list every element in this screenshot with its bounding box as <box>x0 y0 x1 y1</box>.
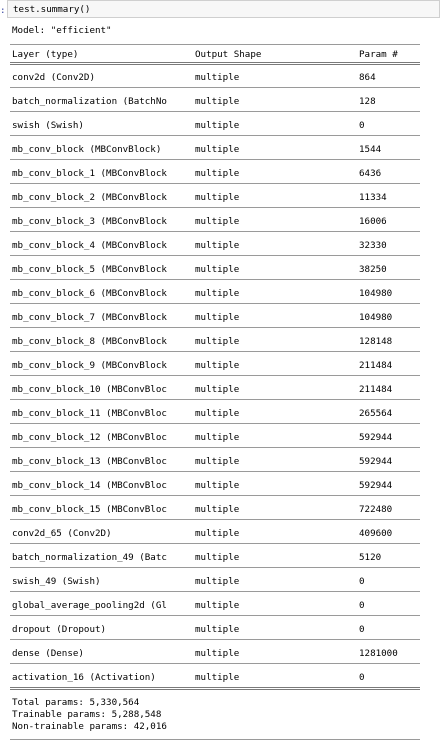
layer-name: mb_conv_block_6 (MBConvBlock <box>12 288 167 299</box>
layer-param-count: 11334 <box>359 192 387 203</box>
row-divider <box>10 519 420 520</box>
layer-output-shape: multiple <box>195 648 240 659</box>
row-divider <box>10 111 420 112</box>
layer-output-shape: multiple <box>195 144 240 155</box>
model-name-line: Model: "efficient" <box>12 25 112 36</box>
layer-name: dense (Dense) <box>12 648 84 659</box>
layer-output-shape: multiple <box>195 96 240 107</box>
layer-output-shape: multiple <box>195 504 240 515</box>
layer-param-count: 722480 <box>359 504 393 515</box>
layer-name: mb_conv_block_1 (MBConvBlock <box>12 168 167 179</box>
layer-name: batch_normalization (BatchNo <box>12 96 167 107</box>
layer-param-count: 592944 <box>359 480 393 491</box>
row-divider <box>10 207 420 208</box>
header-layer: Layer (type) <box>12 49 79 60</box>
row-divider <box>10 495 420 496</box>
layer-output-shape: multiple <box>195 192 240 203</box>
layer-name: mb_conv_block_10 (MBConvBloc <box>12 384 167 395</box>
summary-divider <box>10 687 420 690</box>
row-divider <box>10 567 420 568</box>
row-divider <box>10 663 420 664</box>
layer-param-count: 0 <box>359 120 365 131</box>
row-divider <box>10 135 420 136</box>
row-divider <box>10 471 420 472</box>
layer-name: mb_conv_block_7 (MBConvBlock <box>12 312 167 323</box>
layer-name: mb_conv_block_8 (MBConvBlock <box>12 336 167 347</box>
layer-name: swish (Swish) <box>12 120 84 131</box>
layer-param-count: 864 <box>359 72 376 83</box>
summary-output <box>0 20 440 746</box>
layer-param-count: 211484 <box>359 384 393 395</box>
layer-output-shape: multiple <box>195 528 240 539</box>
layer-param-count: 128148 <box>359 336 393 347</box>
layer-name: mb_conv_block_5 (MBConvBlock <box>12 264 167 275</box>
layer-name: mb_conv_block_14 (MBConvBloc <box>12 480 167 491</box>
layer-output-shape: multiple <box>195 456 240 467</box>
layer-param-count: 104980 <box>359 312 393 323</box>
layer-param-count: 0 <box>359 576 365 587</box>
layer-output-shape: multiple <box>195 336 240 347</box>
layer-output-shape: multiple <box>195 480 240 491</box>
layer-output-shape: multiple <box>195 168 240 179</box>
layer-param-count: 128 <box>359 96 376 107</box>
layer-output-shape: multiple <box>195 384 240 395</box>
row-divider <box>10 327 420 328</box>
layer-param-count: 265564 <box>359 408 393 419</box>
layer-output-shape: multiple <box>195 240 240 251</box>
layer-output-shape: multiple <box>195 432 240 443</box>
cell-code[interactable]: test.summary() <box>13 4 91 15</box>
layer-name: mb_conv_block_15 (MBConvBloc <box>12 504 167 515</box>
row-divider <box>10 615 420 616</box>
layer-name: mb_conv_block_4 (MBConvBlock <box>12 240 167 251</box>
row-divider <box>10 87 420 88</box>
cell-prompt: : <box>0 5 6 16</box>
code-cell[interactable] <box>7 0 440 18</box>
row-divider <box>10 279 420 280</box>
layer-output-shape: multiple <box>195 600 240 611</box>
layer-param-count: 211484 <box>359 360 393 371</box>
layer-param-count: 409600 <box>359 528 393 539</box>
layer-param-count: 0 <box>359 624 365 635</box>
total-params: Total params: 5,330,564 <box>12 697 140 708</box>
trainable-params: Trainable params: 5,288,548 <box>12 709 162 720</box>
layer-output-shape: multiple <box>195 72 240 83</box>
layer-name: activation_16 (Activation) <box>12 672 156 683</box>
layer-output-shape: multiple <box>195 360 240 371</box>
non-trainable-params: Non-trainable params: 42,016 <box>12 721 167 732</box>
layer-name: global_average_pooling2d (Gl <box>12 600 167 611</box>
layer-param-count: 0 <box>359 672 365 683</box>
top-divider <box>10 44 420 45</box>
layer-name: mb_conv_block_3 (MBConvBlock <box>12 216 167 227</box>
layer-output-shape: multiple <box>195 264 240 275</box>
layer-output-shape: multiple <box>195 216 240 227</box>
row-divider <box>10 351 420 352</box>
layer-param-count: 592944 <box>359 456 393 467</box>
layer-output-shape: multiple <box>195 408 240 419</box>
layer-name: dropout (Dropout) <box>12 624 107 635</box>
layer-name: conv2d_65 (Conv2D) <box>12 528 112 539</box>
layer-param-count: 1281000 <box>359 648 398 659</box>
layer-output-shape: multiple <box>195 672 240 683</box>
layer-param-count: 592944 <box>359 432 393 443</box>
row-divider <box>10 447 420 448</box>
layer-name: swish_49 (Swish) <box>12 576 101 587</box>
layer-output-shape: multiple <box>195 552 240 563</box>
layer-param-count: 1544 <box>359 144 382 155</box>
row-divider <box>10 183 420 184</box>
layer-output-shape: multiple <box>195 288 240 299</box>
row-divider <box>10 543 420 544</box>
row-divider <box>10 399 420 400</box>
layer-name: mb_conv_block_9 (MBConvBlock <box>12 360 167 371</box>
header-divider <box>10 62 420 65</box>
layer-param-count: 6436 <box>359 168 382 179</box>
row-divider <box>10 375 420 376</box>
header-param-count: Param # <box>359 49 398 60</box>
layer-name: mb_conv_block_12 (MBConvBloc <box>12 432 167 443</box>
layer-param-count: 32330 <box>359 240 387 251</box>
layer-output-shape: multiple <box>195 624 240 635</box>
layer-param-count: 104980 <box>359 288 393 299</box>
row-divider <box>10 423 420 424</box>
row-divider <box>10 591 420 592</box>
row-divider <box>10 231 420 232</box>
layer-name: mb_conv_block_11 (MBConvBloc <box>12 408 167 419</box>
row-divider <box>10 255 420 256</box>
layer-name: mb_conv_block_13 (MBConvBloc <box>12 456 167 467</box>
layer-name: mb_conv_block_2 (MBConvBlock <box>12 192 167 203</box>
layer-name: conv2d (Conv2D) <box>12 72 95 83</box>
row-divider <box>10 303 420 304</box>
row-divider <box>10 639 420 640</box>
layer-param-count: 0 <box>359 600 365 611</box>
bottom-divider <box>10 739 420 740</box>
layer-output-shape: multiple <box>195 120 240 131</box>
layer-name: mb_conv_block (MBConvBlock) <box>12 144 162 155</box>
layer-output-shape: multiple <box>195 312 240 323</box>
row-divider <box>10 159 420 160</box>
layer-param-count: 38250 <box>359 264 387 275</box>
layer-param-count: 5120 <box>359 552 382 563</box>
header-output-shape: Output Shape <box>195 49 262 60</box>
layer-param-count: 16006 <box>359 216 387 227</box>
layer-name: batch_normalization_49 (Batc <box>12 552 167 563</box>
layer-output-shape: multiple <box>195 576 240 587</box>
